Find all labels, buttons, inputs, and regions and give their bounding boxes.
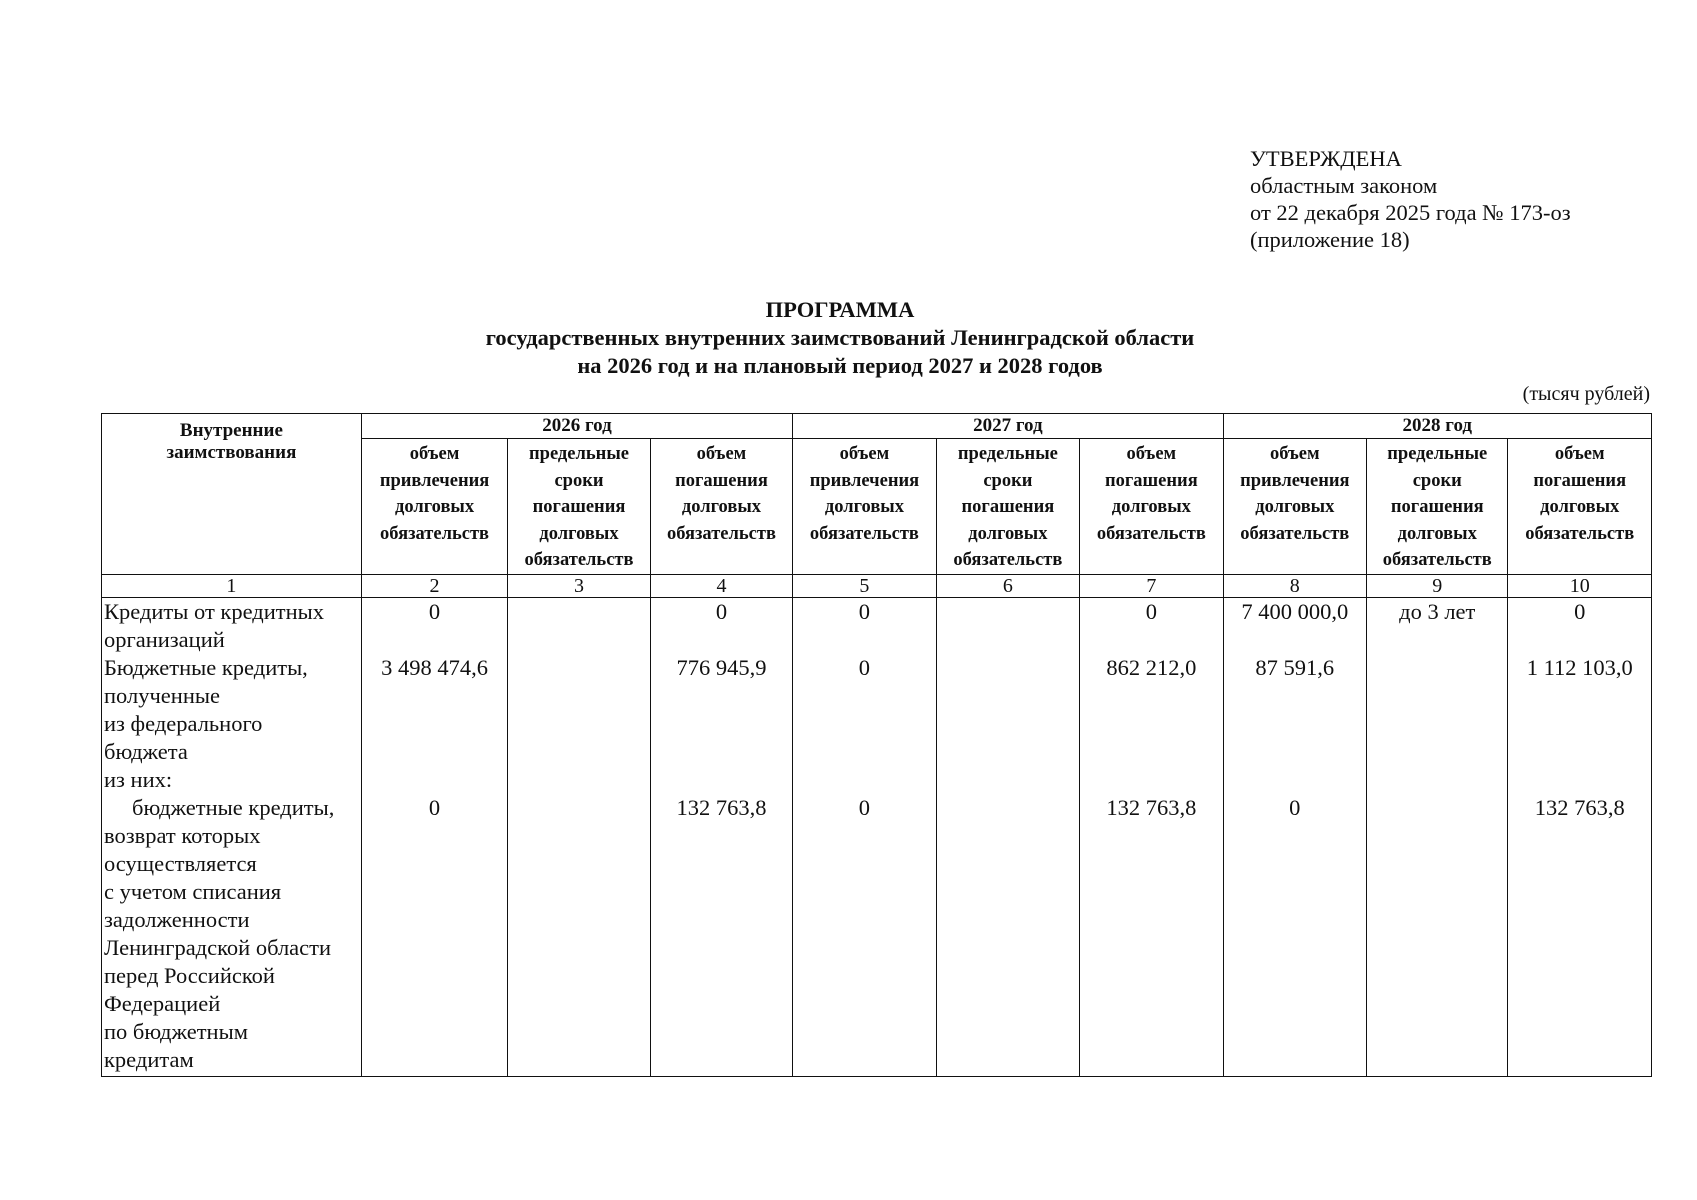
approval-stamp (1250, 145, 1571, 253)
header-repayment-2027: объем погашения долговых обязательств (1080, 439, 1223, 575)
cell-value: 0 (1289, 794, 1301, 820)
header-terms-2027: предельные сроки погашения долговых обязательств (936, 439, 1079, 575)
approval-line-2: областным законом (1250, 173, 1438, 198)
cell-value: 862 212,0 (1106, 654, 1197, 680)
column-number: 6 (936, 574, 1079, 597)
cell-value: 0 (858, 598, 871, 624)
header-year-2027: 2027 год (793, 414, 1223, 439)
cell-value: 132 763,8 (676, 794, 767, 820)
column-number: 4 (650, 574, 792, 597)
cell-value: 0 (715, 598, 728, 624)
row-name-credit-orgs: Кредиты от кредитных организаций (104, 598, 325, 652)
cell-value: до 3 лет (1399, 598, 1476, 624)
header-repayment-2026: объем погашения долговых обязательств (650, 439, 792, 575)
approval-line-1: УТВЕРЖДЕНА (1250, 146, 1402, 171)
row-name-written-off-credits: бюджетные кредиты, возврат которых осуществляется с учетом списания задолженности Ленинградской области перед Российской Федерацией по бюджетным кредитам (104, 794, 335, 1072)
borrowing-table (101, 413, 1652, 1077)
cell-value: 0 (858, 794, 871, 820)
value-column-8 (1223, 597, 1366, 1076)
cell-value: 0 (1145, 598, 1157, 624)
cell-value: 0 (428, 794, 441, 820)
title-line-3: на 2026 год и на плановый период 2027 и 2028 годов (577, 353, 1103, 378)
column-number: 5 (793, 574, 936, 597)
cell-value: 0 (1574, 598, 1586, 624)
header-attraction-2028: объем привлечения долговых обязательств (1223, 439, 1366, 575)
approval-line-4: (приложение 18) (1250, 227, 1410, 252)
value-column-3 (508, 597, 650, 1076)
cell-value: 0 (428, 598, 441, 624)
value-column-4 (650, 597, 792, 1076)
value-column-10 (1508, 597, 1652, 1076)
title-line-2: государственных внутренних заимствований Ленинградской области (485, 325, 1195, 350)
header-year-2028: 2028 год (1223, 414, 1651, 439)
column-number: 7 (1080, 574, 1223, 597)
value-column-6 (936, 597, 1079, 1076)
document-title (300, 296, 1380, 380)
cell-value: 0 (858, 654, 871, 680)
column-number: 8 (1223, 574, 1366, 597)
column-number-row (102, 574, 1652, 597)
column-number: 2 (361, 574, 507, 597)
value-column-7 (1080, 597, 1223, 1076)
column-number: 3 (508, 574, 650, 597)
cell-value: 776 945,9 (676, 654, 767, 680)
header-terms-2028: предельные сроки погашения долговых обязательств (1367, 439, 1508, 575)
row-names-cell (102, 597, 362, 1076)
value-column-5 (793, 597, 936, 1076)
column-number: 9 (1367, 574, 1508, 597)
header-year-2026: 2026 год (361, 414, 792, 439)
title-line-1: ПРОГРАММА (765, 297, 915, 322)
approval-line-3: от 22 декабря 2025 года № 173-оз (1250, 200, 1571, 225)
value-column-9 (1367, 597, 1508, 1076)
column-number: 10 (1508, 574, 1652, 597)
row-name-budget-credits: Бюджетные кредиты, полученные из федерального бюджета из них: (104, 654, 308, 792)
header-terms-2026: предельные сроки погашения долговых обязательств (508, 439, 650, 575)
table-body-row (102, 597, 1652, 1076)
cell-value: 132 763,8 (1534, 794, 1625, 820)
header-borrowings: Внутренние заимствования (102, 414, 362, 575)
unit-label: (тысяч рублей) (1522, 383, 1650, 405)
column-number: 1 (102, 574, 362, 597)
header-repayment-2028: объем погашения долговых обязательств (1508, 439, 1652, 575)
cell-value: 1 112 103,0 (1526, 654, 1633, 680)
cell-value: 87 591,6 (1255, 654, 1335, 680)
header-attraction-2027: объем привлечения долговых обязательств (793, 439, 936, 575)
cell-value: 3 498 474,6 (381, 654, 488, 680)
value-column-2 (361, 597, 507, 1076)
cell-value: 7 400 000,0 (1241, 598, 1349, 624)
header-attraction-2026: объем привлечения долговых обязательств (361, 439, 507, 575)
cell-value: 132 763,8 (1106, 794, 1197, 820)
